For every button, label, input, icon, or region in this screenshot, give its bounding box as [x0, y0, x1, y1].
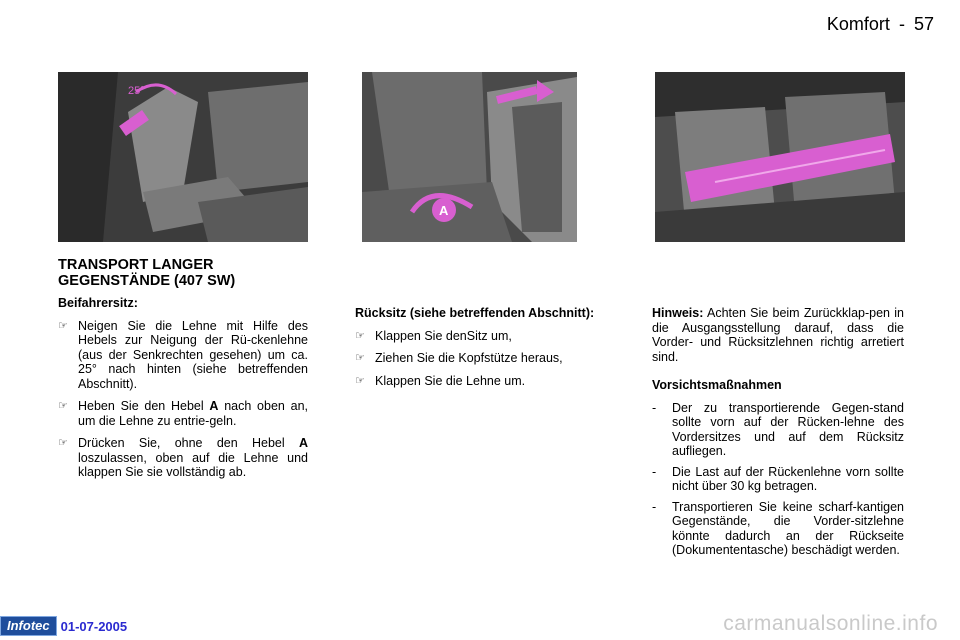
column-rear-seat: [355, 306, 600, 396]
front-seat-illustration: [58, 72, 308, 242]
instruction-text: Klappen Sie denSitz um,: [375, 328, 512, 343]
dash-marker: -: [652, 464, 657, 479]
column-passenger-seat: [58, 296, 308, 488]
rear-seat-subtitle: Rücksitz (siehe betreffenden Abschnitt):: [355, 306, 595, 320]
infotec-logo: Infotec: [0, 616, 57, 636]
angle-label: 25°: [128, 85, 145, 97]
heading-line-1: TRANSPORT LANGER: [58, 257, 214, 273]
hand-pointer-icon: ☞: [58, 436, 68, 449]
hand-pointer-icon: ☞: [355, 351, 365, 364]
note-label: Hinweis:: [652, 306, 704, 320]
rear-seat-illustration: [362, 72, 577, 242]
instruction-text-start: Drücken Sie, ohne den Hebel: [78, 436, 299, 450]
column-notes: [652, 306, 904, 564]
page-number: 57: [913, 14, 934, 34]
hand-pointer-icon: ☞: [355, 328, 365, 342]
passenger-seat-subtitle: Beifahrersitz:: [58, 296, 138, 310]
precaution-text: Die Last auf der Rückenlehne vorn sollte nicht über 30 kg betragen.: [672, 464, 904, 493]
lever-reference: A: [298, 436, 308, 450]
long-object-illustration: [655, 72, 905, 242]
hand-pointer-icon: ☞: [58, 318, 68, 332]
instruction-item: [58, 319, 308, 392]
instruction-item: [58, 399, 308, 428]
lever-a-label: A: [439, 203, 449, 218]
instruction-item: [355, 329, 600, 344]
header-separator: -: [898, 14, 905, 34]
lever-reference: A: [209, 399, 219, 413]
section-heading: [58, 257, 318, 289]
dash-marker: -: [652, 400, 657, 415]
precaution-item: [652, 401, 904, 459]
heading-line-2: GEGENSTÄNDE (407 SW): [58, 273, 236, 289]
instruction-text: Ziehen Sie die Kopfstütze heraus,: [375, 351, 563, 365]
instruction-text-end: loszulassen, oben auf die Lehne und klappen Sie sie vollständig ab.: [78, 450, 308, 479]
section-title: Komfort: [826, 14, 890, 34]
hand-pointer-icon: ☞: [58, 399, 68, 412]
long-object-loading-photo: [655, 72, 905, 242]
instruction-item: [355, 351, 600, 366]
precaution-text: Der zu transportierende Gegen-stand sollte vorn auf der Rücken-lehne des Vordersitzes und auf dem Rücksitz aufliegen.: [672, 400, 904, 458]
instruction-text: Neigen Sie die Lehne mit Hilfe des Hebels zur Neigung der Rü-ckenlehne (aus der Senkrechten gesehen) um ca. 25° nach hinten (siehe betreffenden Abschnitt).: [78, 318, 308, 391]
precaution-item: [652, 500, 904, 558]
hand-pointer-icon: ☞: [355, 373, 365, 387]
note-paragraph: [652, 306, 904, 364]
footer-left: [0, 616, 127, 636]
instruction-item: [355, 374, 600, 389]
note-text: Achten Sie beim Zurückklap-pen in die Ausgangsstellung darauf, dass die Vorder- und Rücksitzlehnen richtig arretiert sind.: [652, 306, 904, 364]
instruction-item: [58, 436, 308, 480]
page-header: [823, 14, 934, 35]
instruction-text: Klappen Sie die Lehne um.: [375, 373, 526, 388]
watermark: carmanualsonline.info: [723, 612, 938, 635]
dash-marker: -: [652, 499, 657, 514]
precaution-text: Transportieren Sie keine scharf-kantigen Gegenstände, die Vorder-sitzlehne könnte dadurch an der Rückseite (Dokumententasche) beschädigt werden.: [672, 499, 904, 557]
edition-date: 01-07-2005: [60, 618, 128, 634]
precaution-item: [652, 465, 904, 494]
precautions-title: Vorsichtsmaßnahmen: [652, 378, 782, 392]
instruction-text-start: Heben Sie den Hebel: [78, 399, 210, 413]
front-seat-recline-photo: [58, 72, 308, 242]
rear-seat-fold-photo: [362, 72, 577, 242]
instruction-text-end: nach oben an, um die Lehne zu entrie-geln.: [78, 399, 308, 428]
